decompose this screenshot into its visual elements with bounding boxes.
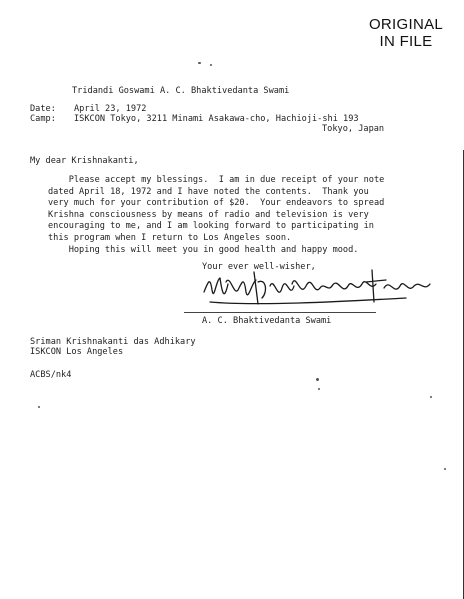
handwritten-signature	[196, 262, 436, 314]
camp-label: Camp:	[30, 114, 56, 124]
stamp-line-2: IN FILE	[379, 33, 433, 50]
signature-name: A. C. Bhaktivedanta Swami	[202, 316, 332, 326]
closing: Your ever well-wisher,	[202, 262, 316, 272]
reference-initials: ACBS/nk4	[30, 370, 72, 380]
scan-mark	[38, 406, 40, 408]
salutation: My dear Krishnakanti,	[30, 156, 139, 166]
camp-address-line-2: Tokyo, Japan	[322, 124, 385, 134]
recipient-location: ISKCON Los Angeles	[30, 347, 124, 357]
body-line: encouraging to me, and I am looking forward to participating in	[48, 221, 374, 232]
scan-mark	[198, 62, 201, 64]
letter-body	[48, 175, 448, 256]
body-line: this program when I return to Los Angeles soon.	[48, 232, 292, 243]
scan-mark	[316, 378, 319, 381]
scan-mark	[210, 64, 212, 66]
scan-mark	[444, 468, 446, 470]
date-label: Date:	[30, 104, 56, 114]
original-in-file-stamp	[358, 16, 454, 50]
body-line: very much for your contribution of $20. Your endeavors to spread	[48, 198, 385, 209]
signature-underline	[184, 312, 376, 313]
body-line: dated April 18, 1972 and I have noted the contents. Thank you	[48, 186, 369, 197]
recipient-name: Sriman Krishnakanti das Adhikary	[30, 337, 196, 347]
body-line: Please accept my blessings. I am in due receipt of your note	[48, 175, 385, 185]
date-value: April 23, 1972	[74, 104, 147, 114]
scan-mark	[318, 388, 320, 390]
stamp-line-1: ORIGINAL	[368, 16, 444, 33]
camp-address-line-1: ISKCON Tokyo, 3211 Minami Asakawa-cho, Hachioji-shi 193	[74, 114, 359, 124]
scan-mark	[430, 396, 432, 398]
letterhead: Tridandi Goswami A. C. Bhaktivedanta Swami	[72, 86, 290, 96]
body-line: Hoping this will meet you in good health and happy mood.	[48, 244, 359, 255]
body-line: Krishna consciousness by means of radio and television is very	[48, 209, 369, 220]
